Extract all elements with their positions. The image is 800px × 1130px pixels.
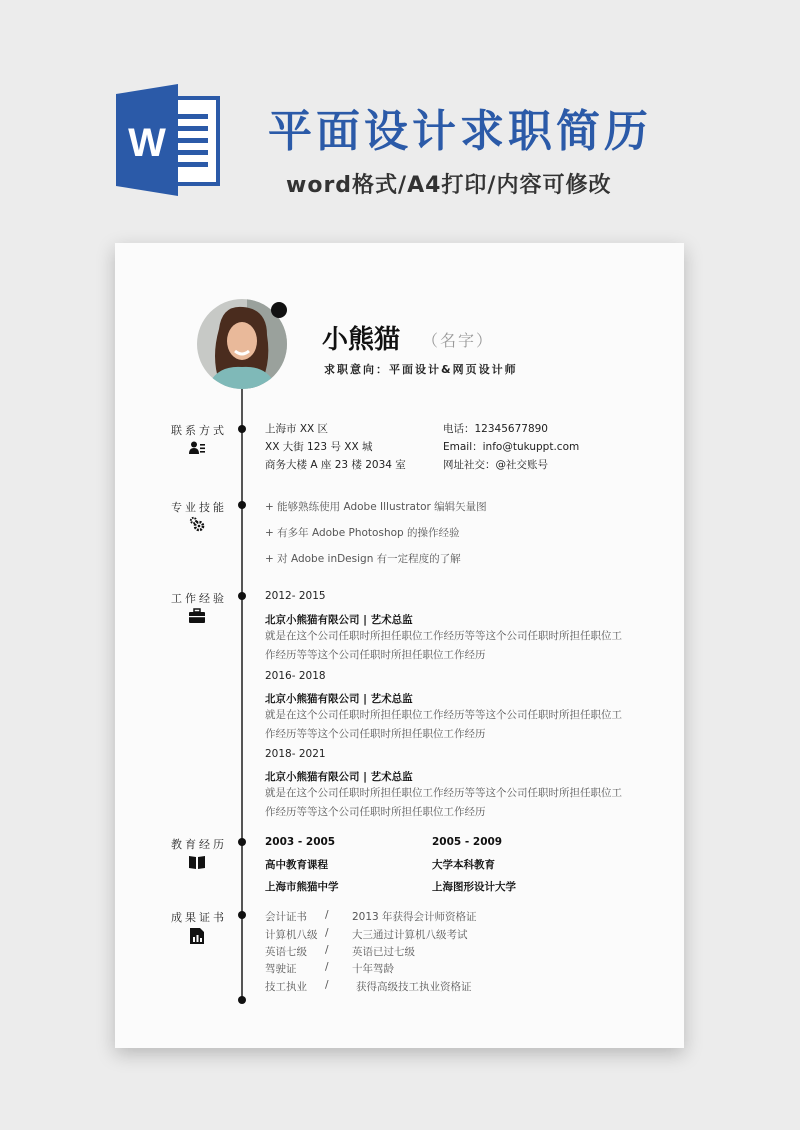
contact-social: 网址社交：@社交账号 xyxy=(443,459,548,471)
contact-address-line1: 上海市 XX 区 xyxy=(265,423,329,435)
briefcase-icon xyxy=(189,608,205,624)
skill-item: + 能够熟练使用 Adobe Illustrator 编辑矢量图 xyxy=(265,501,487,513)
cert-detail: 英语已过七级 xyxy=(352,946,415,958)
cert-separator: / xyxy=(325,909,329,921)
banner xyxy=(0,0,800,240)
timeline-line xyxy=(241,389,243,1000)
timeline-dot-end xyxy=(238,996,246,1004)
section-title-education: 教育经历 xyxy=(171,838,227,851)
timeline-dot-contact xyxy=(238,425,246,433)
contact-email: Email：info@tukuppt.com xyxy=(443,441,580,453)
word-logo-letter: W xyxy=(128,121,166,165)
cert-name: 会计证书 xyxy=(265,911,307,923)
cert-name: 驾驶证 xyxy=(265,963,297,975)
skill-item: + 有多年 Adobe Photoshop 的操作经验 xyxy=(265,527,460,539)
work-period: 2018- 2021 xyxy=(265,748,326,760)
work-company: 北京小熊猫有限公司 | 艺术总监 xyxy=(265,771,413,783)
contact-card-icon xyxy=(189,440,205,456)
education-course: 高中教育课程 xyxy=(265,859,328,871)
education-period: 2005 - 2009 xyxy=(432,836,503,848)
cert-name: 英语七级 xyxy=(265,946,307,958)
contact-address-line3: 商务大楼 A 座 23 楼 2034 室 xyxy=(265,459,406,471)
timeline-dot-work xyxy=(238,592,246,600)
timeline-dot-certs xyxy=(238,911,246,919)
education-course: 大学本科教育 xyxy=(432,859,495,871)
work-period: 2016- 2018 xyxy=(265,670,326,682)
section-title-work: 工作经验 xyxy=(171,592,227,605)
cert-detail: 2013 年获得会计师资格证 xyxy=(352,911,477,923)
timeline-dot-education xyxy=(238,838,246,846)
cert-name: 技工执业 xyxy=(265,981,307,993)
name-placeholder-note: （名字） xyxy=(422,331,495,350)
cert-separator: / xyxy=(325,927,329,939)
cert-name: 计算机八级 xyxy=(265,929,318,941)
section-title-contact: 联系方式 xyxy=(171,424,227,437)
work-description: 就是在这个公司任职时所担任职位工作经历等等这个公司任职时所担任职位工作经历等等这个公司任职时所担任职位工作经历 xyxy=(265,630,622,661)
cert-detail: 获得高级技工执业资格证 xyxy=(356,981,472,993)
education-period: 2003 - 2005 xyxy=(265,836,336,848)
section-title-certs: 成果证书 xyxy=(171,911,227,924)
cert-separator: / xyxy=(325,979,329,991)
contact-phone: 电话：12345677890 xyxy=(443,423,548,435)
education-school: 上海图形设计大学 xyxy=(432,881,516,893)
work-company: 北京小熊猫有限公司 | 艺术总监 xyxy=(265,614,413,626)
gears-icon xyxy=(189,516,205,532)
skill-item: + 对 Adobe inDesign 有一定程度的了解 xyxy=(265,553,461,565)
contact-address-line2: XX 大街 123 号 XX 城 xyxy=(265,441,373,453)
decor-dot xyxy=(271,302,287,318)
cert-separator: / xyxy=(325,944,329,956)
cert-detail: 大三通过计算机八级考试 xyxy=(352,929,468,941)
word-icon xyxy=(116,84,226,196)
section-title-skills: 专业技能 xyxy=(171,501,227,514)
cert-separator: / xyxy=(325,961,329,973)
work-company: 北京小熊猫有限公司 | 艺术总监 xyxy=(265,693,413,705)
job-objective: 求职意向：平面设计&网页设计师 xyxy=(324,363,518,376)
work-description: 就是在这个公司任职时所担任职位工作经历等等这个公司任职时所担任职位工作经历等等这个公司任职时所担任职位工作经历 xyxy=(265,787,622,818)
work-period: 2012- 2015 xyxy=(265,590,326,602)
education-school: 上海市熊猫中学 xyxy=(265,881,339,893)
certificate-chart-icon xyxy=(189,928,205,944)
page-title: 平面设计求职简历 xyxy=(268,106,652,157)
page-subtitle: word格式/A4打印/内容可修改 xyxy=(286,173,612,198)
cert-detail: 十年驾龄 xyxy=(352,963,394,975)
candidate-name: 小熊猫 xyxy=(322,325,401,355)
open-book-icon xyxy=(189,854,205,870)
work-description: 就是在这个公司任职时所担任职位工作经历等等这个公司任职时所担任职位工作经历等等这个公司任职时所担任职位工作经历 xyxy=(265,709,622,740)
resume-page xyxy=(115,243,684,1048)
timeline-dot-skills xyxy=(238,501,246,509)
